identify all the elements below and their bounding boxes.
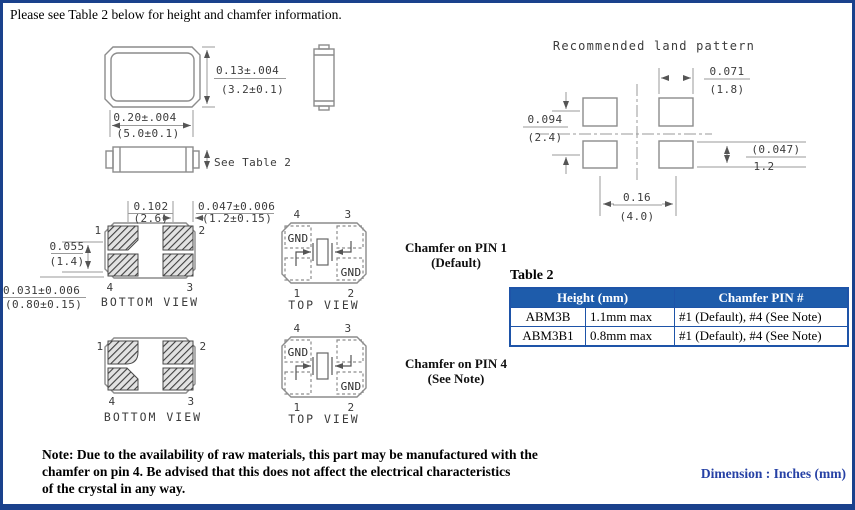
table2-row1-height: 1.1mm max	[586, 308, 675, 327]
bv2-pad-pin2	[163, 341, 193, 364]
tv2-pin2-label: 2	[347, 401, 355, 414]
dim-bv1-pad-width	[162, 200, 275, 225]
dim-land-col-pitch	[600, 176, 676, 223]
dimension-units-note: Dimension : Inches (mm)	[700, 466, 846, 481]
table2-header-height: Height (mm)	[510, 288, 675, 308]
dim-bv1-pad-gap-v-in: 0.055	[49, 240, 85, 253]
land-pattern	[523, 39, 806, 223]
package-front-view	[106, 147, 199, 172]
table2	[509, 287, 849, 347]
dim-bv1-pad-gap-v-mm: (1.4)	[49, 255, 85, 268]
chamfer-pin1-line2: (Default)	[431, 255, 481, 270]
bv2-pin3-label: 3	[187, 395, 195, 408]
tv1-gnd-label-bottom: GND	[340, 266, 362, 279]
bottom-view-1	[2, 200, 275, 311]
land-pad-top-right	[659, 98, 693, 126]
dim-bv1-pad-gap-h-in: 0.102	[133, 200, 169, 213]
dim-body-width-in: 0.20±.004	[113, 111, 177, 124]
tv1-pin4-label: 4	[293, 208, 301, 221]
bv1-pin1-label: 1	[94, 224, 102, 237]
bv2-pad-pin3	[163, 368, 193, 390]
dim-body-width	[110, 110, 193, 140]
bv1-pin3-label: 3	[186, 281, 194, 294]
bv1-pin2-label: 2	[198, 224, 206, 237]
bv2-pad-pin4-chamfered	[108, 368, 138, 390]
land-pad-bottom-left	[583, 141, 617, 168]
table2-row2-model: ABM3B1	[510, 327, 586, 347]
tv2-pin4-label: 4	[293, 322, 301, 335]
manufacturing-note	[42, 446, 538, 497]
tv2-gnd-label-bottom: GND	[340, 380, 362, 393]
bottom-view-2	[96, 338, 206, 424]
bv2-pin2-label: 2	[199, 340, 207, 353]
tv2-pin1-label: 1	[293, 401, 301, 414]
bv1-pad-pin3	[163, 254, 193, 276]
table-row	[510, 327, 848, 347]
dim-land-row-pitch-mm: (2.4)	[527, 131, 563, 144]
land-pad-top-left	[583, 98, 617, 126]
table-row	[510, 308, 848, 327]
dim-body-thickness	[207, 150, 291, 169]
tv1-pin3-label: 3	[344, 208, 352, 221]
dim-land-pad-width-in: 0.071	[709, 65, 745, 78]
note-line3: of the crystal in any way.	[42, 481, 186, 496]
table2-row2-chamfer: #1 (Default), #4 (See Note)	[675, 327, 849, 347]
bv1-pad-pin4	[108, 254, 138, 276]
dim-bv1-pad-width-in: 0.047±0.006	[198, 200, 276, 213]
dim-land-row-pitch	[523, 92, 580, 174]
chamfer-note-pin4	[396, 356, 516, 386]
dim-body-height	[202, 47, 286, 107]
bv1-pin4-label: 4	[106, 281, 114, 294]
dim-thickness-ref: See Table 2	[214, 156, 292, 169]
chamfer-pin4-line1: Chamfer on PIN 4	[405, 356, 507, 371]
bv1-pad-pin1-chamfered	[108, 226, 138, 250]
table2-block	[509, 268, 849, 347]
page-title: Please see Table 2 below for height and chamfer information.	[10, 7, 342, 22]
dim-bv1-pad-gap-h-mm: (2.6)	[133, 212, 169, 225]
bv2-pad-pin1-rounded	[108, 341, 138, 364]
dim-land-pad-height-mm: 1.2	[753, 160, 775, 173]
dim-land-pad-height	[697, 142, 806, 173]
dim-body-width-mm: (5.0±0.1)	[116, 127, 180, 140]
bv1-pad-pin2	[163, 226, 193, 250]
dim-bv1-pad-height	[2, 277, 104, 311]
dim-body-height-in: 0.13±.004	[216, 64, 280, 77]
dim-land-pad-width	[659, 65, 750, 96]
note-line2: chamfer on pin 4. Be advised that this does not affect the electrical characteristics	[42, 464, 511, 479]
dim-bv1-pad-gap-h	[128, 200, 193, 225]
package-top-outline-view	[105, 47, 200, 107]
table2-row1-model: ABM3B	[510, 308, 586, 327]
tv2-view-label: TOP VIEW	[288, 412, 360, 426]
dim-bv1-pad-width-mm: (1.2±0.15)	[202, 212, 273, 225]
dim-land-col-pitch-mm: (4.0)	[619, 210, 655, 223]
tv1-pin2-label: 2	[347, 287, 355, 300]
bv2-view-label: BOTTOM VIEW	[103, 410, 203, 424]
dim-bv1-pad-gap-v	[49, 240, 103, 272]
table2-row1-chamfer: #1 (Default), #4 (See Note)	[675, 308, 849, 327]
dim-body-height-mm: (3.2±0.1)	[221, 83, 285, 96]
note-line1: Note: Due to the availability of raw materials, this part may be manufactured with the	[42, 447, 538, 462]
table2-header-chamfer: Chamfer PIN #	[675, 288, 849, 308]
dim-land-col-pitch-in: 0.16	[622, 191, 652, 204]
bv1-view-label: BOTTOM VIEW	[100, 295, 200, 309]
top-view-2	[282, 322, 366, 426]
tv1-pin1-label: 1	[293, 287, 301, 300]
tv1-gnd-label-top: GND	[287, 232, 309, 245]
dim-land-pad-width-mm: (1.8)	[709, 83, 745, 96]
land-pad-bottom-right	[659, 141, 693, 168]
table2-title: Table 2	[510, 268, 554, 283]
tv2-gnd-label-top: GND	[287, 346, 309, 359]
package-side-view	[314, 45, 334, 110]
tv1-view-label: TOP VIEW	[288, 298, 360, 312]
tv2-pin3-label: 3	[344, 322, 352, 335]
bv2-pin4-label: 4	[108, 395, 116, 408]
land-pattern-title: Recommended land pattern	[552, 39, 756, 53]
dim-bv1-pad-height-mm: (0.80±0.15)	[5, 298, 83, 311]
table2-row2-height: 0.8mm max	[586, 327, 675, 347]
bv2-pin1-label: 1	[96, 340, 104, 353]
dim-bv1-pad-height-in: 0.031±0.006	[3, 284, 81, 297]
chamfer-pin4-line2: (See Note)	[427, 371, 485, 386]
dim-land-row-pitch-in: 0.094	[527, 113, 563, 126]
chamfer-pin1-line1: Chamfer on PIN 1	[405, 240, 507, 255]
dim-land-pad-height-in: (0.047)	[751, 143, 801, 156]
top-view-1	[282, 208, 366, 312]
chamfer-note-pin1	[396, 240, 516, 270]
